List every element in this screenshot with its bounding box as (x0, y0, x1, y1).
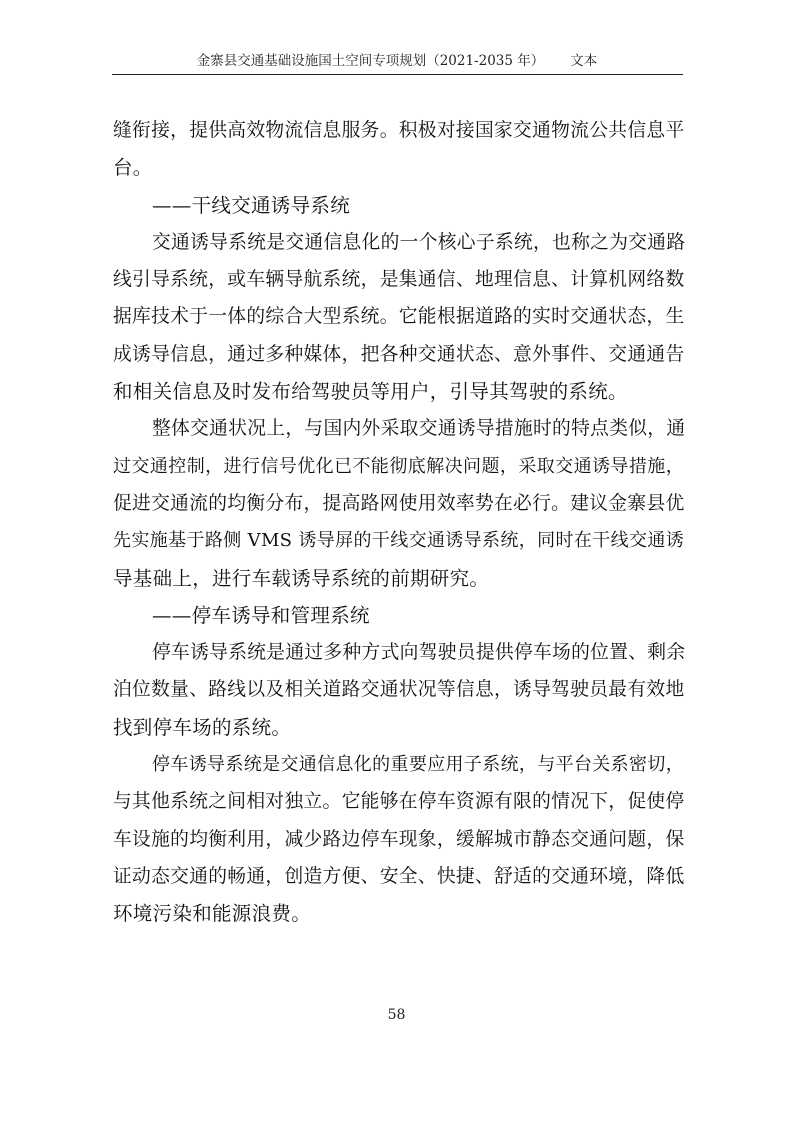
body-text-line: 整体交通状况上，与国内外采取交通诱导措施时的特点类似，通 (152, 418, 686, 440)
body-text-line: 交通诱导系统是交通信息化的一个核心子系统，也称之为交通路 (152, 231, 686, 253)
body-text-line: 和相关信息及时发布给驾驶员等用户，引导其驾驶的系统。 (113, 380, 628, 404)
body-text-line: 据库技术于一体的综合大型系统。它能根据道路的实时交通状态，生 (113, 306, 685, 328)
body-text-line: 环境污染和能源浪费。 (113, 902, 312, 926)
body-text-line: 停车诱导系统是通过多种方式向驾驶员提供停车场的位置、剩余 (152, 642, 686, 664)
body-text (113, 112, 684, 933)
section-heading: ——干线交通诱导系统 (152, 193, 350, 217)
body-text-line: 先实施基于路侧 VMS 诱导屏的干线交通诱导系统，同时在干线交通诱 (113, 530, 684, 552)
section-heading: ——停车诱导和管理系统 (152, 603, 370, 627)
body-text-line: 与其他系统之间相对独立。它能够在停车资源有限的情况下，促使停 (113, 791, 685, 813)
header-rule (112, 74, 683, 75)
header-doc-type: 文本 (570, 53, 598, 69)
body-text-line: 导基础上，进行车载诱导系统的前期研究。 (113, 566, 490, 590)
body-text-line: 成诱导信息，通过多种媒体，把各种交通状态、意外事件、交通通告 (113, 343, 685, 365)
page-number: 58 (387, 1007, 406, 1023)
body-text-line: 停车诱导系统是交通信息化的重要应用子系统，与平台关系密切， (152, 754, 684, 776)
body-text-line: 线引导系统，或车辆导航系统，是集通信、地理信息、计算机网络数 (113, 269, 685, 291)
body-text-line: 车设施的均衡利用，减少路边停车现象，缓解城市静态交通问题，保 (113, 828, 685, 850)
running-header (112, 52, 682, 70)
body-text-line: 缝衔接，提供高效物流信息服务。积极对接国家交通物流公共信息平 (113, 120, 685, 141)
body-text-line: 台。 (113, 156, 153, 180)
body-text-line: 促进交通流的均衡分布，提高路网使用效率势在必行。建议金寨县优 (113, 492, 685, 514)
header-title: 金寨县交通基础设施国土空间专项规划（2021-2035 年） (196, 53, 545, 69)
body-text-line: 过交通控制，进行信号优化已不能彻底解决问题，采取交通诱导措施， (113, 455, 684, 477)
body-text-line: 找到停车场的系统。 (113, 715, 292, 739)
body-text-line: 泊位数量、路线以及相关道路交通状况等信息，诱导驾驶员最有效地 (113, 679, 685, 701)
body-text-line: 证动态交通的畅通，创造方便、安全、快捷、舒适的交通环境，降低 (113, 865, 685, 887)
